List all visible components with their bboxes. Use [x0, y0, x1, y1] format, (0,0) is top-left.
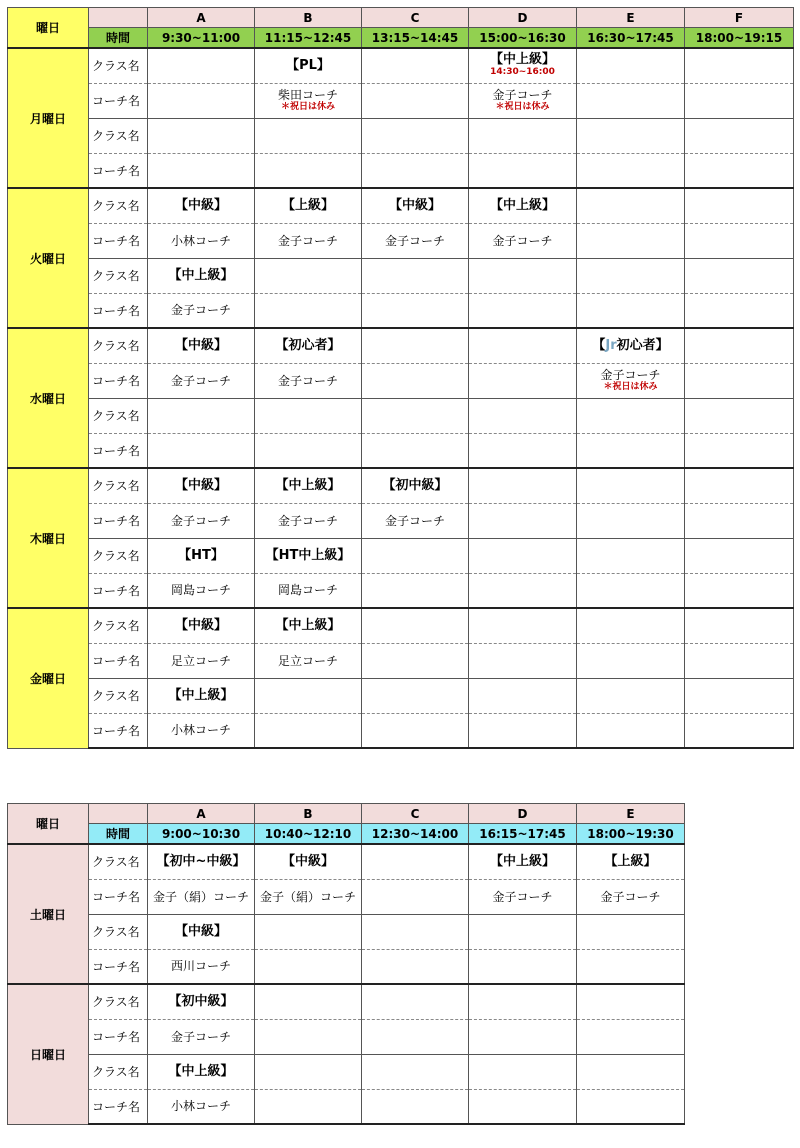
class-name: 【中級】	[174, 197, 227, 213]
coach-name: 柴田コーチ	[277, 88, 338, 102]
class-cell	[577, 48, 685, 83]
coach-cell	[255, 293, 362, 328]
coach-cell	[469, 503, 577, 538]
time-slot-a: 9:00~10:30	[148, 824, 255, 845]
coach-cell	[469, 153, 577, 188]
class-cell	[362, 914, 469, 949]
coach-cell	[255, 153, 362, 188]
class-name: 【中級】	[174, 617, 227, 633]
day-label: 日曜日	[8, 984, 89, 1124]
coach-cell	[362, 433, 469, 468]
class-cell	[148, 1054, 255, 1089]
class-cell	[577, 678, 685, 713]
class-cell	[362, 48, 469, 83]
coach-cell	[577, 153, 685, 188]
coach-name: 金子コーチ	[384, 513, 445, 528]
coach-cell	[685, 713, 794, 748]
coach-cell	[148, 293, 255, 328]
coach-cell	[148, 83, 255, 118]
coach-cell	[469, 879, 577, 914]
class-name: 【中級】	[174, 477, 227, 493]
coach-name: 岡島コーチ	[277, 583, 338, 598]
coach-cell	[148, 573, 255, 608]
day-label: 火曜日	[8, 188, 89, 328]
class-cell	[148, 538, 255, 573]
coach-name: 小林コーチ	[170, 723, 231, 738]
class-cell	[255, 844, 362, 879]
class-cell	[469, 538, 577, 573]
time-slot-f: 18:00~19:15	[685, 28, 794, 49]
class-cell	[469, 398, 577, 433]
coach-name: 金子コーチ	[277, 233, 338, 248]
class-name-label: クラス名	[89, 258, 148, 293]
class-name: 【HT中上級】	[265, 547, 351, 563]
coach-cell	[577, 433, 685, 468]
time-slot-c: 12:30~14:00	[362, 824, 469, 845]
coach-name: 金子コーチ	[492, 889, 553, 904]
coach-name: 金子コーチ	[277, 513, 338, 528]
coach-name-label: コーチ名	[89, 1019, 148, 1054]
class-name: 【中上級】	[489, 52, 555, 68]
coach-cell	[362, 363, 469, 398]
class-cell	[469, 48, 577, 83]
class-cell	[148, 398, 255, 433]
class-name: 【中級】	[174, 337, 227, 353]
time-header: 時間	[89, 28, 148, 49]
class-name-label: クラス名	[89, 914, 148, 949]
time-slot-d: 16:15~17:45	[469, 824, 577, 845]
class-cell	[362, 1054, 469, 1089]
coach-cell	[255, 363, 362, 398]
coach-cell	[469, 713, 577, 748]
coach-cell	[148, 643, 255, 678]
coach-cell	[362, 293, 469, 328]
day-label: 木曜日	[8, 468, 89, 608]
class-cell	[685, 468, 794, 503]
coach-name-label: コーチ名	[89, 293, 148, 328]
coach-name-label: コーチ名	[89, 363, 148, 398]
class-cell	[685, 398, 794, 433]
coach-cell	[469, 433, 577, 468]
coach-cell	[362, 949, 469, 984]
coach-cell	[577, 1089, 685, 1124]
class-name: 【初中級】	[382, 477, 448, 493]
coach-cell	[469, 293, 577, 328]
class-name-label: クラス名	[89, 538, 148, 573]
class-name-label: クラス名	[89, 608, 148, 643]
coach-name-label: コーチ名	[89, 949, 148, 984]
class-cell	[148, 678, 255, 713]
column-header-c: C	[362, 804, 469, 824]
class-cell	[469, 844, 577, 879]
coach-name-label: コーチ名	[89, 573, 148, 608]
coach-cell	[362, 879, 469, 914]
class-cell	[148, 468, 255, 503]
class-name: 【初中級】	[168, 993, 234, 1009]
class-cell	[148, 608, 255, 643]
coach-cell	[577, 949, 685, 984]
coach-cell	[362, 643, 469, 678]
class-cell	[685, 188, 794, 223]
class-name-label: クラス名	[89, 398, 148, 433]
coach-name: 金子コーチ	[170, 373, 231, 388]
column-header-a: A	[148, 8, 255, 28]
class-name-label: クラス名	[89, 118, 148, 153]
class-name-label: クラス名	[89, 678, 148, 713]
coach-cell	[685, 643, 794, 678]
day-label: 月曜日	[8, 48, 89, 188]
class-cell	[148, 48, 255, 83]
class-cell	[469, 914, 577, 949]
coach-name: 小林コーチ	[170, 233, 231, 248]
coach-name-label: コーチ名	[89, 1089, 148, 1124]
coach-cell	[685, 293, 794, 328]
coach-cell	[577, 573, 685, 608]
column-header-d: D	[469, 8, 577, 28]
coach-cell	[577, 503, 685, 538]
class-cell	[362, 468, 469, 503]
class-cell	[362, 118, 469, 153]
coach-cell	[577, 363, 685, 398]
blank-header	[89, 8, 148, 28]
class-cell	[362, 328, 469, 363]
coach-cell	[685, 363, 794, 398]
class-cell	[685, 678, 794, 713]
class-cell	[469, 118, 577, 153]
class-name-label: クラス名	[89, 1054, 148, 1089]
class-cell	[362, 984, 469, 1019]
class-cell	[255, 48, 362, 83]
class-cell	[577, 608, 685, 643]
class-cell	[469, 468, 577, 503]
class-cell	[577, 538, 685, 573]
coach-cell	[255, 573, 362, 608]
column-header-e: E	[577, 8, 685, 28]
time-slot-e: 16:30~17:45	[577, 28, 685, 49]
coach-cell	[469, 643, 577, 678]
coach-name-label: コーチ名	[89, 713, 148, 748]
class-cell	[469, 608, 577, 643]
coach-cell	[362, 713, 469, 748]
class-cell	[255, 914, 362, 949]
holiday-note: ＊祝日は休み	[495, 102, 550, 112]
class-name: 【初心者】	[275, 337, 341, 353]
class-name: 【中上級】	[168, 267, 234, 283]
class-name-label: クラス名	[89, 328, 148, 363]
class-cell	[685, 328, 794, 363]
coach-cell	[685, 223, 794, 258]
coach-cell	[255, 643, 362, 678]
coach-name: 岡島コーチ	[170, 583, 231, 598]
coach-cell	[362, 83, 469, 118]
class-cell	[148, 328, 255, 363]
coach-cell	[148, 879, 255, 914]
coach-cell	[685, 153, 794, 188]
class-cell	[148, 914, 255, 949]
class-name-label: クラス名	[89, 188, 148, 223]
class-cell	[577, 118, 685, 153]
class-name: 【中上級】	[168, 687, 234, 703]
class-name-label: クラス名	[89, 468, 148, 503]
coach-cell	[577, 713, 685, 748]
coach-name-label: コーチ名	[89, 83, 148, 118]
column-header-f: F	[685, 8, 794, 28]
class-name: 【HT】	[178, 547, 224, 563]
class-name: 【中上級】	[168, 1063, 234, 1079]
column-header-b: B	[255, 804, 362, 824]
time-header: 時間	[89, 824, 148, 845]
coach-name: 足立コーチ	[170, 653, 231, 668]
class-cell	[577, 258, 685, 293]
class-cell	[255, 1054, 362, 1089]
coach-name-label: コーチ名	[89, 643, 148, 678]
class-name: 【中級】	[281, 853, 334, 869]
coach-cell	[362, 153, 469, 188]
class-cell	[148, 188, 255, 223]
class-cell	[685, 48, 794, 83]
class-name: 【中上級】	[275, 477, 341, 493]
coach-cell	[148, 1019, 255, 1054]
class-cell	[362, 398, 469, 433]
class-name: 【中上級】	[489, 197, 555, 213]
coach-cell	[469, 1089, 577, 1124]
class-cell	[362, 678, 469, 713]
coach-cell	[362, 223, 469, 258]
class-cell	[255, 984, 362, 1019]
class-cell	[255, 608, 362, 643]
coach-cell	[685, 573, 794, 608]
class-cell	[148, 118, 255, 153]
coach-name: 金子コーチ	[277, 373, 338, 388]
coach-cell	[362, 1089, 469, 1124]
class-cell	[255, 118, 362, 153]
class-cell	[255, 538, 362, 573]
class-cell	[362, 538, 469, 573]
coach-name: 西川コーチ	[170, 959, 231, 974]
class-cell	[362, 608, 469, 643]
coach-cell	[148, 713, 255, 748]
coach-name: 金子コーチ	[600, 368, 661, 382]
coach-name: 金子コーチ	[492, 88, 553, 102]
column-header-c: C	[362, 8, 469, 28]
coach-cell	[255, 879, 362, 914]
coach-cell	[148, 363, 255, 398]
coach-name: 足立コーチ	[277, 653, 338, 668]
class-name: 【中級】	[174, 923, 227, 939]
class-name: 【中上級】	[489, 853, 555, 869]
class-cell	[577, 398, 685, 433]
coach-cell	[362, 503, 469, 538]
blank-header	[89, 804, 148, 824]
class-cell	[577, 914, 685, 949]
coach-name: 金子コーチ	[600, 889, 661, 904]
coach-cell	[685, 433, 794, 468]
coach-name: 金子コーチ	[492, 233, 553, 248]
coach-cell	[577, 1019, 685, 1054]
time-slot-b: 10:40~12:10	[255, 824, 362, 845]
coach-cell	[148, 153, 255, 188]
class-cell	[148, 844, 255, 879]
coach-cell	[255, 223, 362, 258]
class-name: 【上級】	[281, 197, 334, 213]
coach-cell	[148, 503, 255, 538]
coach-cell	[469, 83, 577, 118]
coach-cell	[148, 1089, 255, 1124]
coach-cell	[255, 83, 362, 118]
coach-name: 小林コーチ	[170, 1099, 231, 1114]
coach-cell	[685, 503, 794, 538]
class-cell	[469, 984, 577, 1019]
class-cell	[255, 678, 362, 713]
class-name: 【中上級】	[275, 617, 341, 633]
column-header-e: E	[577, 804, 685, 824]
coach-cell	[577, 223, 685, 258]
coach-cell	[255, 713, 362, 748]
coach-cell	[577, 643, 685, 678]
class-cell	[577, 468, 685, 503]
coach-cell	[469, 573, 577, 608]
class-name-label: クラス名	[89, 984, 148, 1019]
class-cell	[577, 844, 685, 879]
coach-name: 金子コーチ	[384, 233, 445, 248]
coach-name-label: コーチ名	[89, 153, 148, 188]
class-cell	[469, 1054, 577, 1089]
class-cell	[469, 678, 577, 713]
weekend-schedule-table	[7, 803, 685, 1125]
coach-cell	[148, 949, 255, 984]
column-header-a: A	[148, 804, 255, 824]
coach-cell	[577, 293, 685, 328]
day-label: 土曜日	[8, 844, 89, 984]
coach-name-label: コーチ名	[89, 503, 148, 538]
coach-cell	[255, 949, 362, 984]
coach-cell	[255, 1089, 362, 1124]
class-cell	[469, 328, 577, 363]
coach-name: 金子コーチ	[170, 513, 231, 528]
time-slot-a: 9:30~11:00	[148, 28, 255, 49]
coach-name: 金子（絹）コーチ	[152, 889, 249, 904]
coach-cell	[255, 433, 362, 468]
class-cell	[577, 188, 685, 223]
time-slot-b: 11:15~12:45	[255, 28, 362, 49]
class-cell	[469, 188, 577, 223]
coach-cell	[577, 83, 685, 118]
holiday-note: ＊祝日は休み	[280, 102, 335, 112]
column-header-b: B	[255, 8, 362, 28]
class-cell	[255, 468, 362, 503]
coach-cell	[469, 363, 577, 398]
class-cell	[685, 608, 794, 643]
class-cell	[255, 398, 362, 433]
class-name: 【上級】	[604, 853, 657, 869]
class-cell	[255, 328, 362, 363]
coach-cell	[469, 949, 577, 984]
coach-cell	[362, 1019, 469, 1054]
class-name-label: クラス名	[89, 48, 148, 83]
youbi-header: 曜日	[8, 8, 89, 49]
time-slot-e: 18:00~19:30	[577, 824, 685, 845]
class-cell	[148, 258, 255, 293]
coach-cell	[255, 503, 362, 538]
day-label: 水曜日	[8, 328, 89, 468]
column-header-d: D	[469, 804, 577, 824]
time-slot-c: 13:15~14:45	[362, 28, 469, 49]
class-cell	[685, 538, 794, 573]
coach-cell	[469, 223, 577, 258]
coach-name: 金子コーチ	[170, 303, 231, 318]
day-label: 金曜日	[8, 608, 89, 748]
class-cell	[362, 844, 469, 879]
time-note: 14:30~16:00	[490, 67, 555, 78]
youbi-header: 曜日	[8, 804, 89, 845]
class-cell	[469, 258, 577, 293]
coach-name-label: コーチ名	[89, 223, 148, 258]
coach-cell	[577, 879, 685, 914]
class-cell	[577, 328, 685, 363]
coach-cell	[685, 83, 794, 118]
class-name: 【PL】	[286, 57, 330, 73]
class-cell	[685, 258, 794, 293]
coach-cell	[469, 1019, 577, 1054]
class-cell	[362, 258, 469, 293]
coach-name: 金子コーチ	[170, 1029, 231, 1044]
class-name: 【Jr初心者】	[592, 337, 669, 353]
coach-cell	[148, 223, 255, 258]
class-cell	[255, 188, 362, 223]
class-cell	[577, 1054, 685, 1089]
class-cell	[148, 984, 255, 1019]
class-cell	[685, 118, 794, 153]
coach-cell	[362, 573, 469, 608]
holiday-note: ＊祝日は休み	[603, 382, 658, 392]
weekday-schedule-table	[7, 7, 794, 749]
class-cell	[577, 984, 685, 1019]
class-cell	[255, 258, 362, 293]
coach-cell	[255, 1019, 362, 1054]
coach-cell	[148, 433, 255, 468]
coach-name-label: コーチ名	[89, 433, 148, 468]
coach-name-label: コーチ名	[89, 879, 148, 914]
time-slot-d: 15:00~16:30	[469, 28, 577, 49]
class-name: 【初中~中級】	[156, 853, 246, 869]
class-cell	[362, 188, 469, 223]
coach-name: 金子（絹）コーチ	[259, 889, 356, 904]
class-name: 【中級】	[388, 197, 441, 213]
class-name-label: クラス名	[89, 844, 148, 879]
